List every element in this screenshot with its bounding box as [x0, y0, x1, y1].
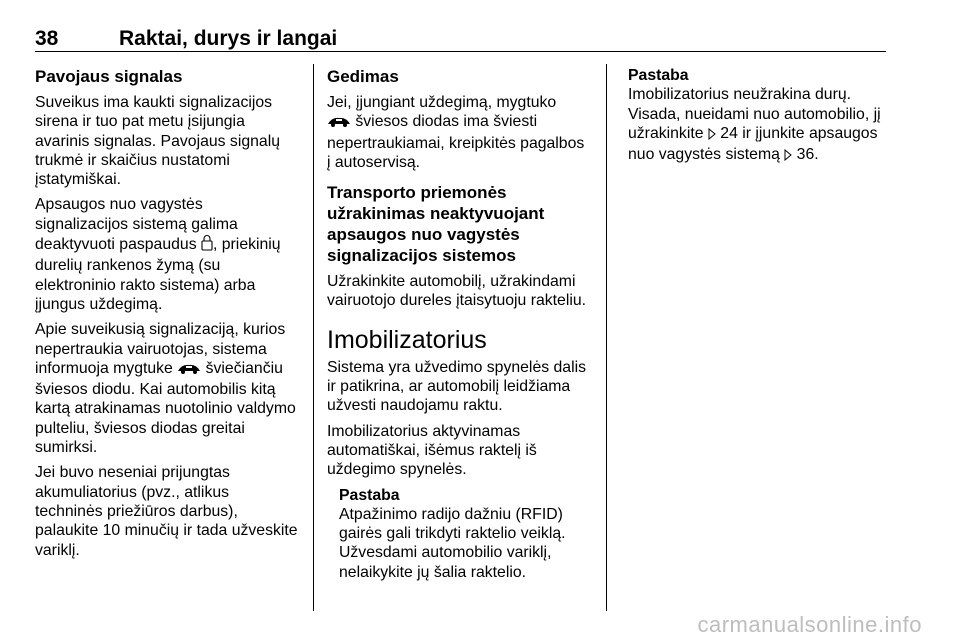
paragraph: Jei buvo neseniai prijungtas akumuliatorius (pvz., atlikus techninės priežiūros darbus), palaukite 10 minučių ir tada užveskite variklį.	[35, 464, 298, 559]
paragraph: Sistema yra užvedimo spynelės dalis ir patikrina, ar automobilį leidžiama užvesti naudojamu raktu.	[327, 358, 587, 415]
paragraph: Apsaugos nuo vagystės signalizacijos sistemą galima deaktyvuoti paspaudus , priekinių durelių rankenos žymą (su elektroninio rakto sistema) arba įjungus uždegimą.	[35, 196, 281, 313]
note-box	[327, 486, 599, 582]
column-3	[628, 66, 928, 166]
paragraph: Suveikus ima kaukti signalizacijos sirena ir tuo pat metu įsijungia avarinis signalas. Pavojaus signalų trukmė ir skaičius nustatomi įstatymiškai.	[35, 94, 280, 189]
paragraph: Apie suveikusią signalizaciją, kurios nepertraukia vairuotojas, sistema informuoja mygtuke šviečiančiu šviesos diodu. Kai automobilis kitą kartą atrakinamas nuotolinio valdymo pulteliu, šviesos diodas greitai sumirksi.	[35, 321, 296, 457]
alarm-led-icon	[177, 361, 201, 380]
note-text: Imobilizatorius neužrakina durų. Visada, nueidami nuo automobilio, jį užrakinkite 24 ir įjunkite apsaugos nuo vagystės sistemą 36.	[628, 85, 928, 166]
paragraph: Užrakinkite automobilį, užrakindami vairuotojo dureles įtaisytuoju rakteliu.	[327, 273, 587, 310]
column-divider	[313, 64, 314, 611]
paragraph: Jei, įjungiant uždegimą, mygtuko šviesos diodas ima šviesti nepertraukiamai, kreipkitės pagalbos į autoservisą.	[327, 94, 585, 171]
header-divider	[35, 51, 886, 52]
page-header	[35, 27, 885, 57]
column-2	[327, 66, 599, 582]
alarm-led-icon	[327, 114, 351, 133]
page-title: Raktai, durys ir langai	[119, 27, 338, 50]
arrow-ref-icon	[708, 126, 716, 145]
lock-icon	[201, 234, 213, 256]
watermark: carmanualsonline.info	[697, 612, 922, 637]
column-divider	[606, 64, 607, 611]
column-1	[35, 66, 305, 560]
section-heading-fault: Gedimas	[327, 67, 399, 86]
section-heading-alarm: Pavojaus signalas	[35, 67, 183, 86]
note-text: Atpažinimo radijo dažniu (RFID) gairės gali trikdyti raktelio veiklą. Užvesdami automobilio variklį, nelaikykite jų šalia raktelio.	[339, 505, 566, 581]
section-heading-lock-without-alarm: Transporto priemonės užrakinimas neaktyvuojant apsaugos nuo vagystės signalizacijos sistemos	[327, 183, 545, 266]
page-number: 38	[35, 27, 59, 50]
note-label: Pastaba	[628, 67, 689, 84]
paragraph: Imobilizatorius aktyvinamas automatiškai, išėmus raktelį iš uždegimo spynelės.	[327, 422, 537, 479]
section-heading-immobilizer: Imobilizatorius	[327, 325, 487, 354]
note-label: Pastaba	[339, 486, 400, 504]
